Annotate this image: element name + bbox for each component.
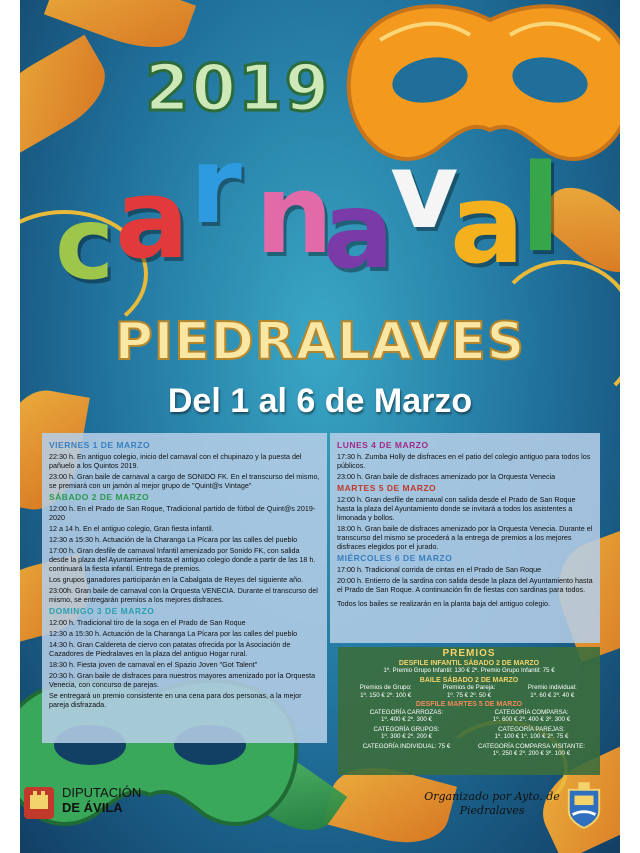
prize-cell: [427, 684, 510, 699]
program-panel-left: [42, 433, 327, 743]
title-letter: a: [450, 160, 525, 288]
diputacion-avila-logo-icon: [22, 785, 56, 821]
diputacion-line1: DIPUTACIÓN: [62, 785, 142, 800]
prize-values: 1º. 75 € 2º. 50 €: [446, 691, 492, 699]
prize-values: 1º. 150 € 2º. 100 €: [360, 691, 412, 699]
prize-values: 1º. 250 € 2º. 200 € 3º. 100 €: [492, 750, 571, 757]
organizer-credit: [412, 790, 572, 818]
organizer-line2: Piedralaves: [459, 804, 525, 817]
program-item: 12:30 a 15:30 h. Actuación de la Charanga La Pícara por las calles del pueblo: [49, 629, 298, 638]
prize-label: Premios de Grupo:: [359, 684, 412, 691]
prize-label: CATEGORÍA COMPARSA VISITANTE:: [478, 742, 585, 750]
prize-cell: [344, 709, 469, 724]
prize-cell: [344, 726, 469, 741]
prize-values: 1º. 300 € 2º. 200 €: [381, 733, 432, 740]
prize-cell: [344, 684, 427, 699]
program-item: 20:00 h. Entierro de la sardina con salida desde la plaza del Ayuntamiento hasta el Prado de San Roque. A continuación fin de fiestas con sardinas para todos.: [337, 576, 593, 594]
prizes-row: [344, 743, 594, 758]
prize-cell: [511, 684, 594, 699]
prizes-row: [344, 684, 594, 699]
prize-label: Premio individual:: [527, 684, 577, 691]
prizes-row: [344, 726, 594, 741]
carnaval-title: [55, 125, 595, 302]
program-item: 12:00 h. Gran desfile de carnaval con salida desde el Prado de San Roque hasta la plaza del Ayuntamiento donde se invitará a todos los asistentes a limonada y bollos.: [337, 495, 576, 522]
event-dates: Del 1 al 6 de Marzo: [167, 382, 473, 420]
title-letter: l: [520, 140, 562, 279]
title-letter: n: [255, 150, 334, 278]
day-heading: LUNES 4 DE MARZO: [337, 440, 429, 450]
day-heading: MIÉRCOLES 6 DE MARZO: [337, 553, 453, 563]
prize-cell: [344, 743, 469, 758]
organizer-line1: Organizado por Ayto. de: [424, 790, 560, 803]
prize-values: 1º. 400 € 2º. 300 €: [381, 716, 432, 723]
prize-values: 1º. 600 € 2º. 400 € 3º. 300 €: [492, 716, 571, 723]
day-heading: SÁBADO 2 DE MARZO: [49, 492, 150, 502]
piedralaves-coat-of-arms-icon: [565, 782, 603, 830]
program-item: 18:00 h. Gran baile de disfraces amenizado por la Orquesta Venecia. Durante el transcurso del mismo se procederá a la entrega de premios a los mejores disfraces elegidos por el jurado.: [337, 524, 593, 551]
prizes-section-heading: BAILE SÁBADO 2 DE MARZO: [419, 676, 519, 684]
prize-cell: [469, 709, 594, 724]
prize-label: CATEGORÍA CARROZAS:: [369, 708, 444, 716]
prizes-row: [344, 709, 594, 724]
program-item: 14:30 h. Gran Caldereta de ciervo con patatas ofrecida por la Asociación de Cazadores de Piedralaves en la plaza del antiguo Hogar rural.: [49, 640, 291, 658]
title-letter: v: [390, 130, 459, 252]
prize-values: 1º. 100 € 1º. 100 € 2º. 75 €: [494, 733, 569, 740]
prize-label: CATEGORÍA INDIVIDUAL: 75 €: [362, 742, 451, 750]
prizes-box: [338, 647, 600, 775]
prize-label: CATEGORÍA COMPARSA:: [494, 708, 569, 716]
program-item: 12:30 a 15:30 h. Actuación de la Charanga La Pícara por las calles del pueblo: [49, 535, 298, 544]
prizes-infantil: 1º. Premio Grupo Infantil: 130 € 2º. Premio Grupo Infantil: 75 €: [383, 667, 555, 674]
prize-cell: [469, 726, 594, 741]
program-item: Los grupos ganadores participarán en la Cabalgata de Reyes del siguiente año.: [49, 575, 304, 584]
day-heading: VIERNES 1 DE MARZO: [49, 440, 151, 450]
prize-label: CATEGORÍA PAREJAS:: [498, 725, 565, 733]
program-item: 23:00 h. Gran baile de disfraces amenizado por la Orquesta Venecia: [337, 472, 556, 481]
program-item: 12 a 14 h. En el antiguo colegio, Gran fiesta infantil.: [49, 524, 214, 533]
program-item: 12:00 h. Tradicional tiro de la soga en el Prado de San Roque: [49, 618, 246, 627]
prizes-section-heading: DESFILE INFANTIL SÁBADO 2 DE MARZO: [398, 659, 540, 667]
program-item: 17:00 h. Gran desfile de carnaval Infantil amenizado por Sonido FK, con salida desde la plaza del Ayuntamiento hasta el antiguo colegio donde a partir de las 18 h. continuará la fiesta infantil. Entrega de premios.: [49, 546, 316, 573]
prizes-title: PREMIOS: [442, 648, 496, 659]
day-heading: DOMINGO 3 DE MARZO: [49, 606, 155, 616]
program-item: 23:00 h. Gran baile de carnaval a cargo de SONIDO FK. En el transcurso del mismo, se premiará con un jamón al mejor grupo de "Quint@s Vintage": [49, 472, 320, 490]
town-name: PIEDRALAVES: [114, 312, 526, 372]
diputacion-line2: DE ÁVILA: [62, 800, 123, 815]
program-item: 12:00 h. En el Prado de San Roque, Tradicional partido de fútbol de Quint@s 2019-2020: [49, 504, 316, 522]
poster-year: 2019: [145, 52, 332, 126]
program-panel-right: [330, 433, 600, 643]
program-item: Se entregará un premio consistente en una cena para dos personas, a la mejor pareja disfrazada.: [49, 691, 302, 709]
prize-values: 1º. 60 € 2º. 40 €: [530, 691, 575, 699]
program-item: 17:00 h. Tradicional corrida de cintas en el Prado de San Roque: [337, 565, 542, 574]
diputacion-text: [62, 785, 141, 815]
title-letter: a: [115, 155, 190, 283]
prizes-section-heading: DESFILE MARTES 5 DE MARZO: [415, 701, 523, 708]
program-item: 23:00h. Gran baile de carnaval con la Orquesta VENECIA. Durante el transcurso del mismo, se entregarán premios a los mejores disfraces.: [49, 586, 318, 604]
day-heading: MARTES 5 DE MARZO: [337, 483, 437, 493]
program-item: 22:30 h. En antiguo colegio, inicio del carnaval con el chupinazo y la puesta del pañuelo a los Quintos 2019.: [49, 452, 302, 470]
carnival-poster: [20, 0, 620, 853]
diputacion-avila-logo: [22, 785, 141, 815]
program-item: 20:30 h. Gran baile de disfraces para nuestros mayores amenizado por la Orquesta Venecia, con concurso de parejas.: [49, 671, 316, 689]
program-item: 17:30 h. Zumba Holly de disfraces en el patio del colegio antiguo para todos los públicos.: [337, 452, 591, 470]
venue-note: Todos los bailes se realizarán en la planta baja del antiguo colegio.: [337, 599, 550, 608]
title-letter: a: [323, 170, 394, 292]
title-letter: r: [190, 125, 242, 247]
title-letter: c: [55, 185, 115, 302]
prize-label: Premios de Pareja:: [442, 684, 496, 691]
program-item: 18:30 h. Fiesta joven de carnaval en el Spazio Joven "Got Talent": [49, 660, 258, 669]
prize-label: CATEGORÍA GRUPOS:: [373, 725, 440, 733]
prize-cell: [469, 743, 594, 758]
